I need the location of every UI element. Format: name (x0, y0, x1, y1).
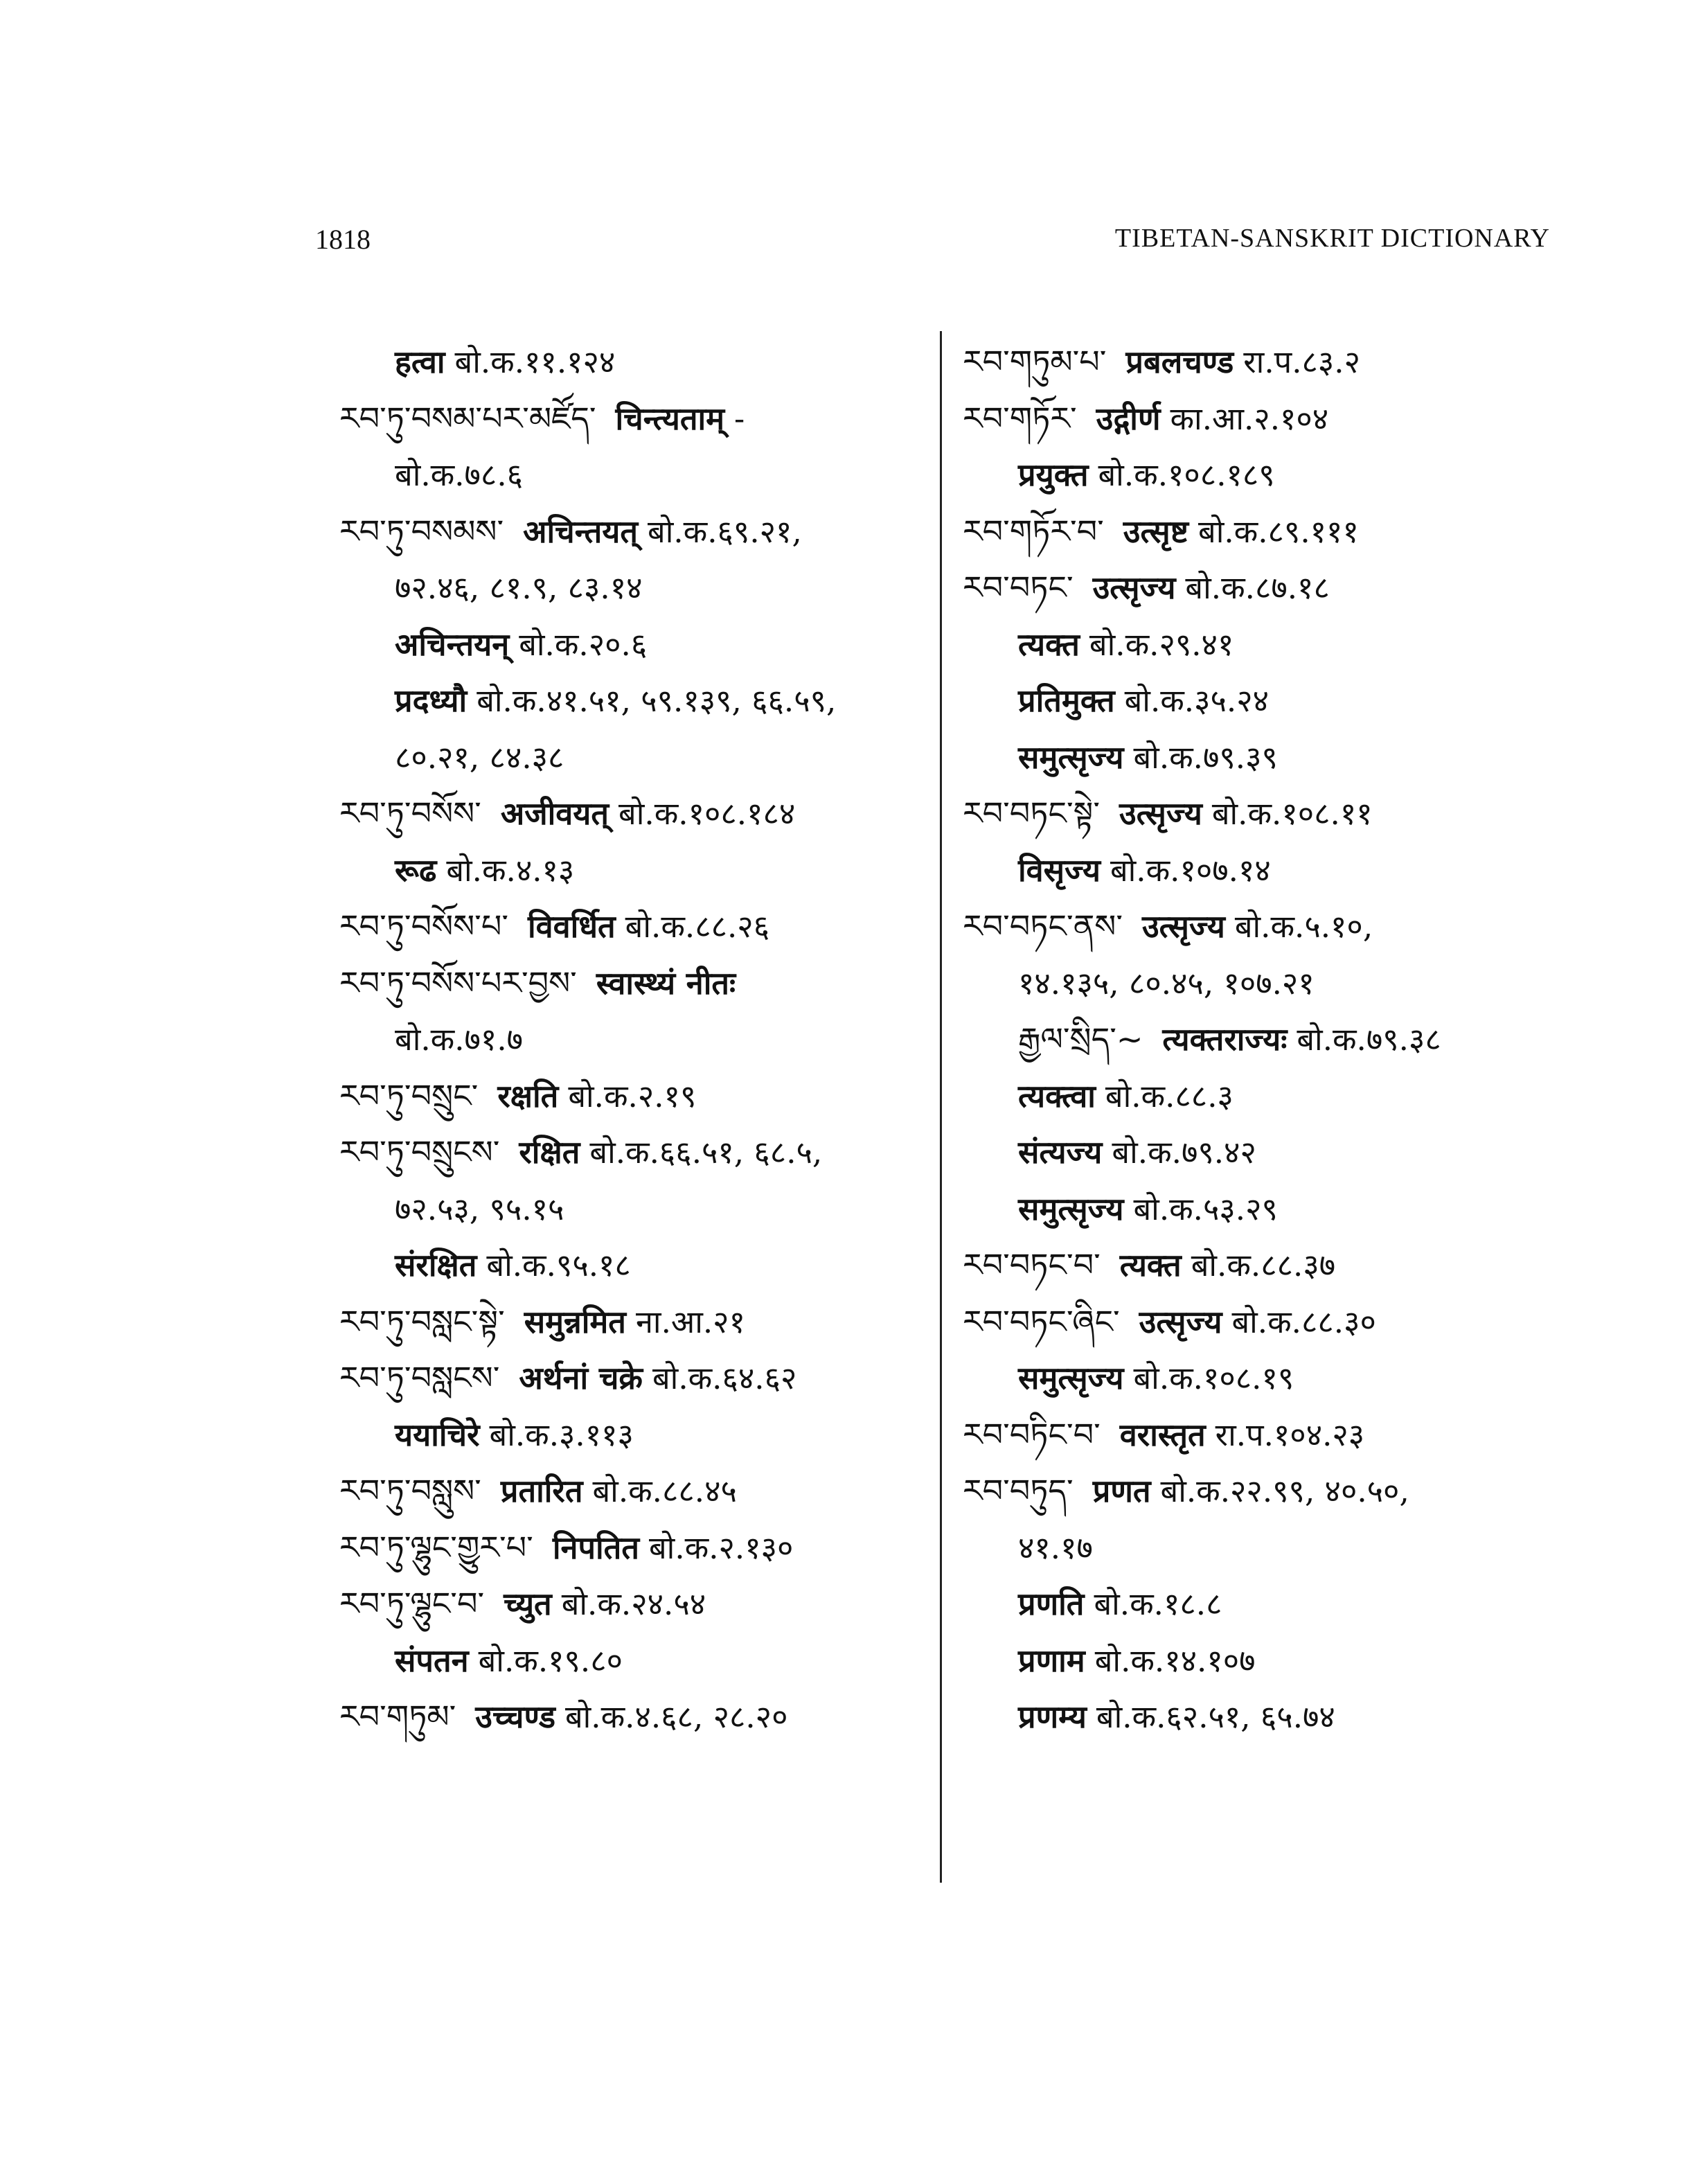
sanskrit-equivalent: प्रयुक्त (1018, 456, 1089, 493)
sanskrit-equivalent: संपतन (395, 1642, 469, 1679)
dictionary-entry (963, 1237, 1551, 1294)
tibetan-headword: རབ་ཏུ་བསམས་ (339, 512, 504, 550)
sanskrit-equivalent: उत्सृष्ट (1123, 513, 1189, 550)
dictionary-entry (339, 1350, 914, 1407)
sense-line (339, 1181, 914, 1238)
source-reference: बो.क.१०८.११ (1211, 795, 1373, 832)
sense-line (339, 560, 914, 616)
dictionary-entry (339, 1463, 914, 1520)
left-column (339, 334, 914, 1746)
sanskrit-equivalent: प्रतारित (500, 1473, 583, 1509)
source-reference: बो.क.१०७.१४ (1110, 851, 1271, 889)
source-reference: ७२.५३, ९५.१५ (395, 1190, 564, 1227)
sanskrit-equivalent: अर्थनां चक्रे (519, 1360, 643, 1396)
sense-line (963, 1350, 1551, 1407)
sanskrit-equivalent: त्यक्त (1018, 625, 1080, 663)
sanskrit-equivalent: उत्सृज्य (1139, 1303, 1222, 1340)
sanskrit-equivalent: विवर्धित (527, 908, 616, 945)
column-divider (940, 331, 942, 1883)
sanskrit-equivalent: संरक्षित (395, 1247, 477, 1284)
sanskrit-equivalent: विसृज्य (1018, 851, 1101, 889)
source-reference: - (734, 400, 745, 437)
sanskrit-equivalent: उत्सृज्य (1092, 569, 1176, 606)
source-reference: बो.क.३.११३ (489, 1416, 634, 1453)
sense-line (963, 1689, 1551, 1746)
source-reference: बो.क.९५.१८ (486, 1247, 631, 1284)
dictionary-entry (963, 1294, 1551, 1351)
source-reference: ४१.१७ (1018, 1529, 1093, 1566)
sense-line (339, 334, 914, 391)
sense-line (339, 1237, 914, 1294)
sense-line (339, 447, 914, 504)
source-reference: बो.क.७९.३८ (1297, 1021, 1441, 1058)
sense-line (963, 1068, 1551, 1125)
dictionary-entry (339, 1520, 914, 1577)
source-reference: बो.क.६४.६२ (652, 1360, 797, 1396)
sense-line (963, 729, 1551, 786)
dictionary-entry (963, 1407, 1551, 1464)
sanskrit-equivalent: च्युत (504, 1586, 552, 1622)
source-reference: बो.क.१८.८ (1094, 1586, 1222, 1622)
tibetan-headword: རབ་ཏུ་བསོས་པར་བྱས་ (339, 964, 577, 1002)
sanskrit-equivalent: हत्वा (395, 344, 445, 380)
sense-line (963, 842, 1551, 899)
source-reference: बो.क.१०८.१८९ (1098, 456, 1275, 493)
tibetan-headword: རབ་བཏང་ (963, 569, 1074, 606)
source-reference: बो.क.२.१३० (648, 1529, 794, 1566)
sanskrit-equivalent: रक्षित (519, 1134, 580, 1171)
source-reference: बो.क.४.६८, २८.२० (564, 1698, 788, 1735)
sanskrit-equivalent: प्रणाम (1018, 1642, 1085, 1679)
dictionary-entry (963, 334, 1551, 391)
source-reference: बो.क.८८.२६ (625, 908, 770, 945)
tibetan-headword: རབ་གཏུམ་ (339, 1698, 456, 1735)
sanskrit-equivalent: प्रणत (1092, 1473, 1151, 1509)
source-reference: बो.क.४१.५१, ५९.१३९, ६६.५९, (477, 682, 837, 719)
source-reference: बो.क.३५.२४ (1124, 682, 1270, 719)
tibetan-headword: རབ་བཏིང་བ་ (963, 1415, 1101, 1453)
sense-line (339, 1011, 914, 1068)
page-number: 1818 (315, 224, 371, 255)
sanskrit-equivalent: निपतित (552, 1529, 639, 1566)
source-reference: बो.क.८८.३० (1231, 1303, 1376, 1340)
sense-line (339, 673, 914, 729)
source-reference: बो.क.७१.७ (395, 1021, 524, 1058)
source-reference: बो.क.७९.३९ (1133, 738, 1278, 776)
tibetan-headword: རབ་ཏུ་བསླུས་ (339, 1472, 481, 1509)
source-reference: ७२.४६, ८१.९, ८३.१४ (395, 569, 643, 606)
source-reference: बो.क.२२.९९, ४०.५०, (1160, 1473, 1409, 1509)
sanskrit-equivalent: त्यक्तराज्यः (1162, 1021, 1288, 1058)
sense-line (963, 1124, 1551, 1181)
source-reference: ८०.२१, ८४.३८ (395, 738, 564, 776)
dictionary-entry (339, 785, 914, 842)
sense-line (963, 616, 1551, 673)
source-reference: बो.क.५३.२९ (1133, 1190, 1278, 1227)
sanskrit-equivalent: त्यक्त (1119, 1247, 1182, 1284)
tibetan-headword: རབ་བཏང་སྟེ་ (963, 794, 1101, 832)
dictionary-entry (339, 1068, 914, 1125)
sanskrit-equivalent: स्वास्थ्यं नीतः (596, 964, 736, 1002)
dictionary-entry (339, 898, 914, 955)
sanskrit-equivalent: उद्गीर्ण (1096, 400, 1161, 437)
sanskrit-equivalent: प्रणति (1018, 1586, 1085, 1622)
sanskrit-equivalent: समुत्सृज्य (1018, 738, 1124, 776)
dictionary-entry (339, 955, 914, 1012)
dictionary-entry (339, 1124, 914, 1181)
tibetan-headword: རབ་གཏོར་བ་ (963, 512, 1104, 550)
tibetan-headword: རབ་བཏང་ནས་ (963, 907, 1123, 945)
sanskrit-equivalent: रूढ (395, 851, 437, 889)
source-reference: रा.प.८३.२ (1243, 344, 1360, 380)
sanskrit-equivalent: उत्सृज्य (1142, 908, 1225, 945)
source-reference: रा.प.१०४.२३ (1215, 1416, 1365, 1453)
source-reference: बो.क.४.१३ (446, 851, 575, 889)
tibetan-headword: རབ་བཏུད་ (963, 1472, 1074, 1509)
source-reference: ना.आ.२१ (635, 1303, 745, 1340)
sanskrit-equivalent: उच्चण्ड (475, 1698, 555, 1735)
source-reference: बो.क.८८.३७ (1191, 1247, 1336, 1284)
dictionary-entry (963, 504, 1551, 560)
tibetan-headword: རབ་ཏུ་བསོས་པ་ (339, 907, 508, 945)
sense-line (963, 1576, 1551, 1633)
source-reference: बो.क.१०८.१८४ (618, 795, 796, 832)
sanskrit-equivalent: प्रतिमुक्त (1018, 682, 1115, 719)
tibetan-headword: རབ་ཏུ་བསླངས་ (339, 1359, 500, 1396)
sanskrit-equivalent: प्रबलचण्ड (1125, 344, 1234, 380)
sense-line (339, 616, 914, 673)
source-reference: बो.क.८८.४५ (592, 1473, 737, 1509)
dictionary-entry (963, 560, 1551, 616)
source-reference: बो.क.८९.१११ (1198, 513, 1359, 550)
right-column (963, 334, 1551, 1746)
sanskrit-equivalent: अचिन्तयन् (395, 625, 510, 663)
tibetan-headword: རབ་གཏོར་ (963, 399, 1077, 437)
dictionary-entry (963, 785, 1551, 842)
dictionary-entry (963, 391, 1551, 447)
dictionary-entry (339, 1576, 914, 1633)
sanskrit-equivalent: चिन्त्यताम् (615, 400, 725, 437)
tibetan-headword: རབ་བཏང་བ་ (963, 1246, 1101, 1284)
sanskrit-equivalent: त्यक्त्वा (1018, 1077, 1096, 1115)
tibetan-headword: རབ་ཏུ་ལྷུང་གྱུར་པ་ (339, 1528, 533, 1566)
tibetan-headword: རབ་ཏུ་བསྲུངས་ (339, 1133, 500, 1171)
source-reference: बो.क.८८.३ (1105, 1077, 1234, 1115)
source-reference: बो.क.२०.६ (519, 625, 648, 663)
source-reference: बो.क.७९.४२ (1112, 1134, 1256, 1171)
sanskrit-equivalent: समुत्सृज्य (1018, 1360, 1124, 1396)
source-reference: का.आ.२.१०४ (1170, 400, 1329, 437)
sense-line (963, 1181, 1551, 1238)
sanskrit-equivalent: प्रदध्यौ (395, 682, 467, 719)
tibetan-headword: རབ་གཏུམ་པ་ (963, 343, 1107, 380)
source-reference: बो.क.६६.५१, ६८.५, (589, 1134, 823, 1171)
dictionary-entry (339, 391, 914, 447)
sanskrit-equivalent: संत्यज्य (1018, 1134, 1103, 1171)
sense-line (963, 673, 1551, 729)
source-reference: बो.क.६२.५१, ६५.७४ (1096, 1698, 1335, 1735)
sense-line (339, 729, 914, 786)
tibetan-headword: རབ་ཏུ་བསླང་སྟེ་ (339, 1302, 505, 1340)
sense-line (339, 1633, 914, 1689)
tibetan-headword: རབ་ཏུ་བསམ་པར་མཛོད་ (339, 399, 596, 437)
tibetan-headword: རབ་ཏུ་བསྲུང་ (339, 1076, 479, 1115)
sanskrit-equivalent: वरास्तृत (1119, 1416, 1206, 1453)
source-reference: बो.क.१०८.१९ (1133, 1360, 1294, 1396)
source-reference: बो.क.२९.४१ (1089, 625, 1234, 663)
sanskrit-equivalent: ययाचिरे (395, 1416, 480, 1453)
tibetan-headword: རབ་ཏུ་བསོས་ (339, 794, 481, 832)
dictionary-entry (339, 1294, 914, 1351)
sense-line (339, 842, 914, 899)
tibetan-headword: རབ་ཏུ་ལྷུང་བ་ (339, 1585, 485, 1622)
source-reference: बो.क.१४.१०७ (1094, 1642, 1256, 1679)
sanskrit-equivalent: समुत्सृज्य (1018, 1190, 1124, 1227)
source-reference: बो.क.११.१२४ (454, 344, 616, 380)
dictionary-entry (339, 1689, 914, 1746)
sense-line (339, 1407, 914, 1464)
source-reference: बो.क.७८.६ (395, 456, 524, 493)
sanskrit-equivalent: रक्षति (497, 1077, 559, 1115)
sense-line (963, 1633, 1551, 1689)
source-reference: बो.क.५.१०, (1234, 908, 1373, 945)
source-reference: १४.१३५, ८०.४५, १०७.२१ (1018, 964, 1315, 1002)
source-reference: बो.क.२.१९ (568, 1077, 697, 1115)
sanskrit-equivalent: प्रणम्य (1018, 1698, 1087, 1735)
sense-line (963, 1011, 1551, 1068)
running-head: TIBETAN-SANSKRIT DICTIONARY (1114, 224, 1550, 253)
dictionary-entry (963, 1463, 1551, 1520)
sanskrit-equivalent: अचिन्तयत् (523, 513, 639, 550)
tibetan-headword: རྒྱལ་སྲིད་~ (1018, 1020, 1143, 1058)
sanskrit-equivalent: अजीवयत् (500, 795, 609, 832)
tibetan-headword: རབ་བཏང་ཞིང་ (963, 1302, 1120, 1340)
sanskrit-equivalent: उत्सृज्य (1119, 795, 1202, 832)
source-reference: बो.क.८७.१८ (1185, 569, 1330, 606)
sense-line (963, 1520, 1551, 1577)
dictionary-entry (963, 898, 1551, 955)
sense-line (963, 955, 1551, 1012)
sanskrit-equivalent: समुन्नमित (524, 1303, 626, 1340)
source-reference: बो.क.२४.५४ (561, 1586, 706, 1622)
sense-line (963, 447, 1551, 504)
dictionary-entry (339, 504, 914, 560)
source-reference: बो.क.६९.२१, (648, 513, 802, 550)
source-reference: बो.क.१९.८० (478, 1642, 623, 1679)
